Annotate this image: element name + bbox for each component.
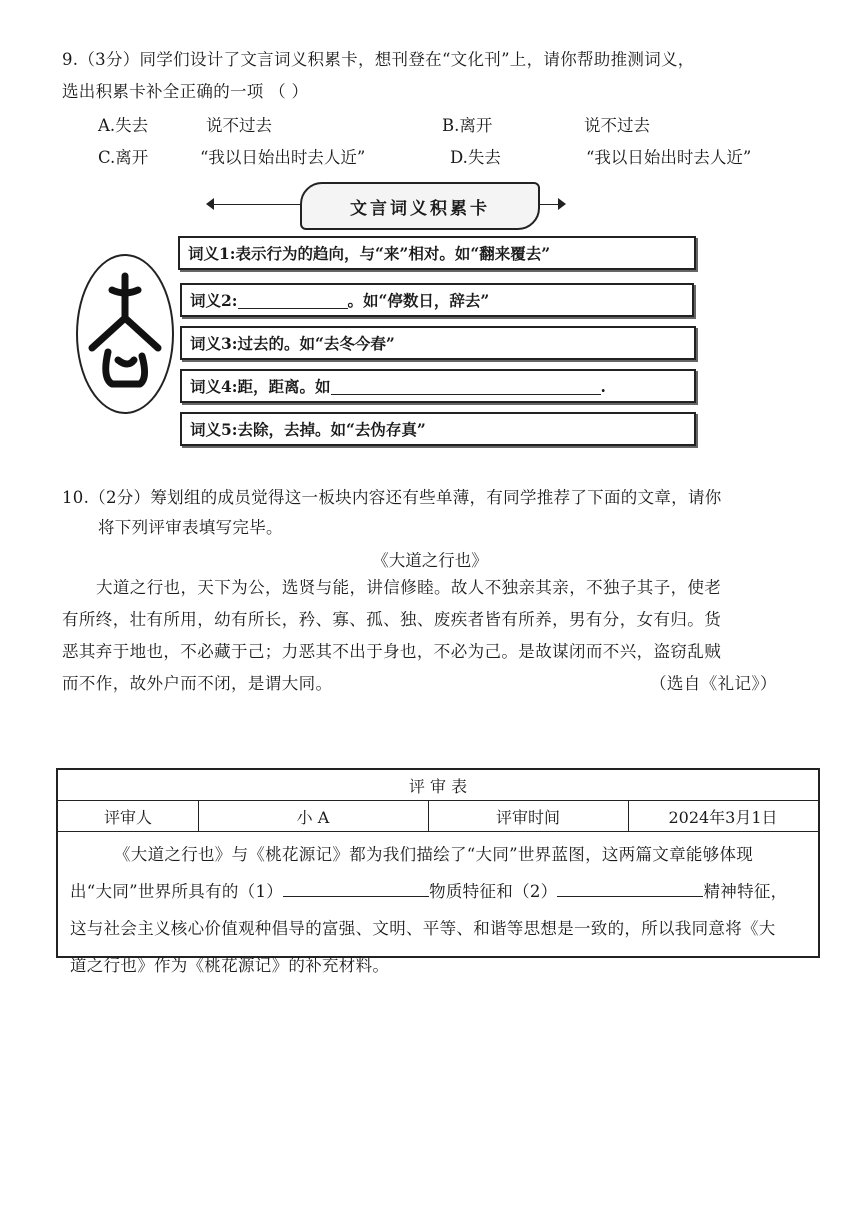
passage-line-4: 而不作，故外户而不闭，是谓大同。 (62, 674, 333, 693)
review-title-row (58, 770, 818, 801)
sense-3-label: 词义3: (190, 334, 238, 353)
sense-card-2 (180, 283, 694, 317)
banner-right-arrow-icon (558, 198, 566, 210)
q9-option-b-text: 说不过去 (584, 116, 650, 135)
vocab-card-title: 文言词义积累卡 (350, 198, 490, 219)
ancient-qu-glyph-icon (78, 256, 172, 412)
review-body-line2-b: 物质特征和（2） (429, 882, 558, 901)
q9-option-c-text: “我以日始出时去人近” (200, 148, 366, 167)
review-time-label: 评审时间 (495, 807, 560, 827)
sense-1-text: 表示行为的趋向，与“来”相对。如“翻来覆去” (235, 244, 551, 263)
review-header-row (58, 801, 818, 832)
review-body (70, 836, 808, 984)
review-table (56, 768, 820, 975)
q9-option-d-letter[interactable]: D.失去 (450, 148, 501, 167)
review-body-line1: 《大道之行也》与《桃花源记》都为我们描绘了“大同”世界蓝图，这两篇文章能够体现 (114, 845, 754, 864)
sense-2-blank[interactable] (238, 292, 348, 309)
q10-stem-line2: 将下列评审表填写完毕。 (98, 518, 283, 537)
review-body-line2-c: 精神特征， (703, 882, 788, 901)
q9-stem-line2: 选出积累卡补全正确的一项 （ ） (62, 82, 309, 101)
seal-character-icon (76, 254, 174, 414)
sense-card-4 (180, 369, 696, 403)
reviewer-value: 小 A (296, 807, 330, 827)
passage-line-1: 大道之行也，天下为公，选贤与能，讲信修睦。故人不独亲其亲，不独子其子，使老 (96, 578, 722, 597)
q9-option-c-letter[interactable]: C.离开 (98, 148, 149, 167)
review-body-line3: 这与社会主义核心价值观种倡导的富强、文明、平等、和谐等思想是一致的，所以我同意将《大 (70, 919, 776, 938)
passage-line-2: 有所终，壮有所用，幼有所长，矜、寡、孤、独、废疾者皆有所养，男有分，女有归。货 (62, 610, 722, 629)
sense-4-label: 词义4: (190, 377, 238, 396)
sense-card-5 (180, 412, 696, 446)
q9-option-b-letter[interactable]: B.离开 (442, 116, 493, 135)
q9-option-d-text: “我以日始出时去人近” (586, 148, 752, 167)
review-time-value: 2024年3月1日 (668, 807, 778, 827)
sense-card-1 (178, 236, 696, 270)
review-body-line4: 道之行也》作为《桃花源记》的补充材料。 (70, 956, 390, 975)
blank-1-material-feature[interactable] (283, 880, 429, 897)
q9-stem-line1: 9.（3分）同学们设计了文言词义积累卡，想刊登在“文化刊”上，请你帮助推测词义， (62, 50, 695, 69)
q9-option-a-text: 说不过去 (206, 116, 272, 135)
q10-stem-line1: 10.（2分）筹划组的成员觉得这一板块内容还有些单薄，有同学推荐了下面的文章，请你 (62, 488, 722, 507)
sense-5-label: 词义5: (190, 420, 238, 439)
vocab-card-banner (300, 182, 540, 230)
sense-2-label: 词义2: (190, 291, 238, 310)
banner-left-arrow-icon (206, 198, 214, 210)
sense-3-text: 过去的。如“去冬今春” (237, 334, 395, 353)
sense-5-text: 去除，去掉。如“去伪存真” (237, 420, 426, 439)
passage-line-3: 恶其弃于地也，不必藏于己；力恶其不出于身也，不必为己。是故谋闭而不兴，盗窃乱贼 (62, 642, 722, 661)
q9-option-a-letter[interactable]: A.失去 (98, 116, 149, 135)
sense-2-post: 。如“停数日，辞去” (347, 291, 490, 310)
review-body-line2-a: 出“大同”世界所具有的（1） (70, 882, 284, 901)
sense-1-label: 词义1: (188, 244, 236, 263)
sense-card-3 (180, 326, 696, 360)
passage-source: （选自《礼记》） (650, 674, 777, 693)
blank-2-spiritual-feature[interactable] (557, 880, 703, 897)
passage-title: 《大道之行也》 (372, 551, 488, 570)
reviewer-label: 评审人 (103, 807, 152, 827)
review-title: 评 审 表 (408, 776, 468, 796)
sense-4-blank[interactable] (331, 378, 601, 395)
review-body-line2 (70, 873, 808, 910)
sense-4-pre: 距，距离。如 (237, 377, 331, 396)
banner-left-line (212, 204, 302, 205)
sense-4-post: . (600, 376, 606, 396)
